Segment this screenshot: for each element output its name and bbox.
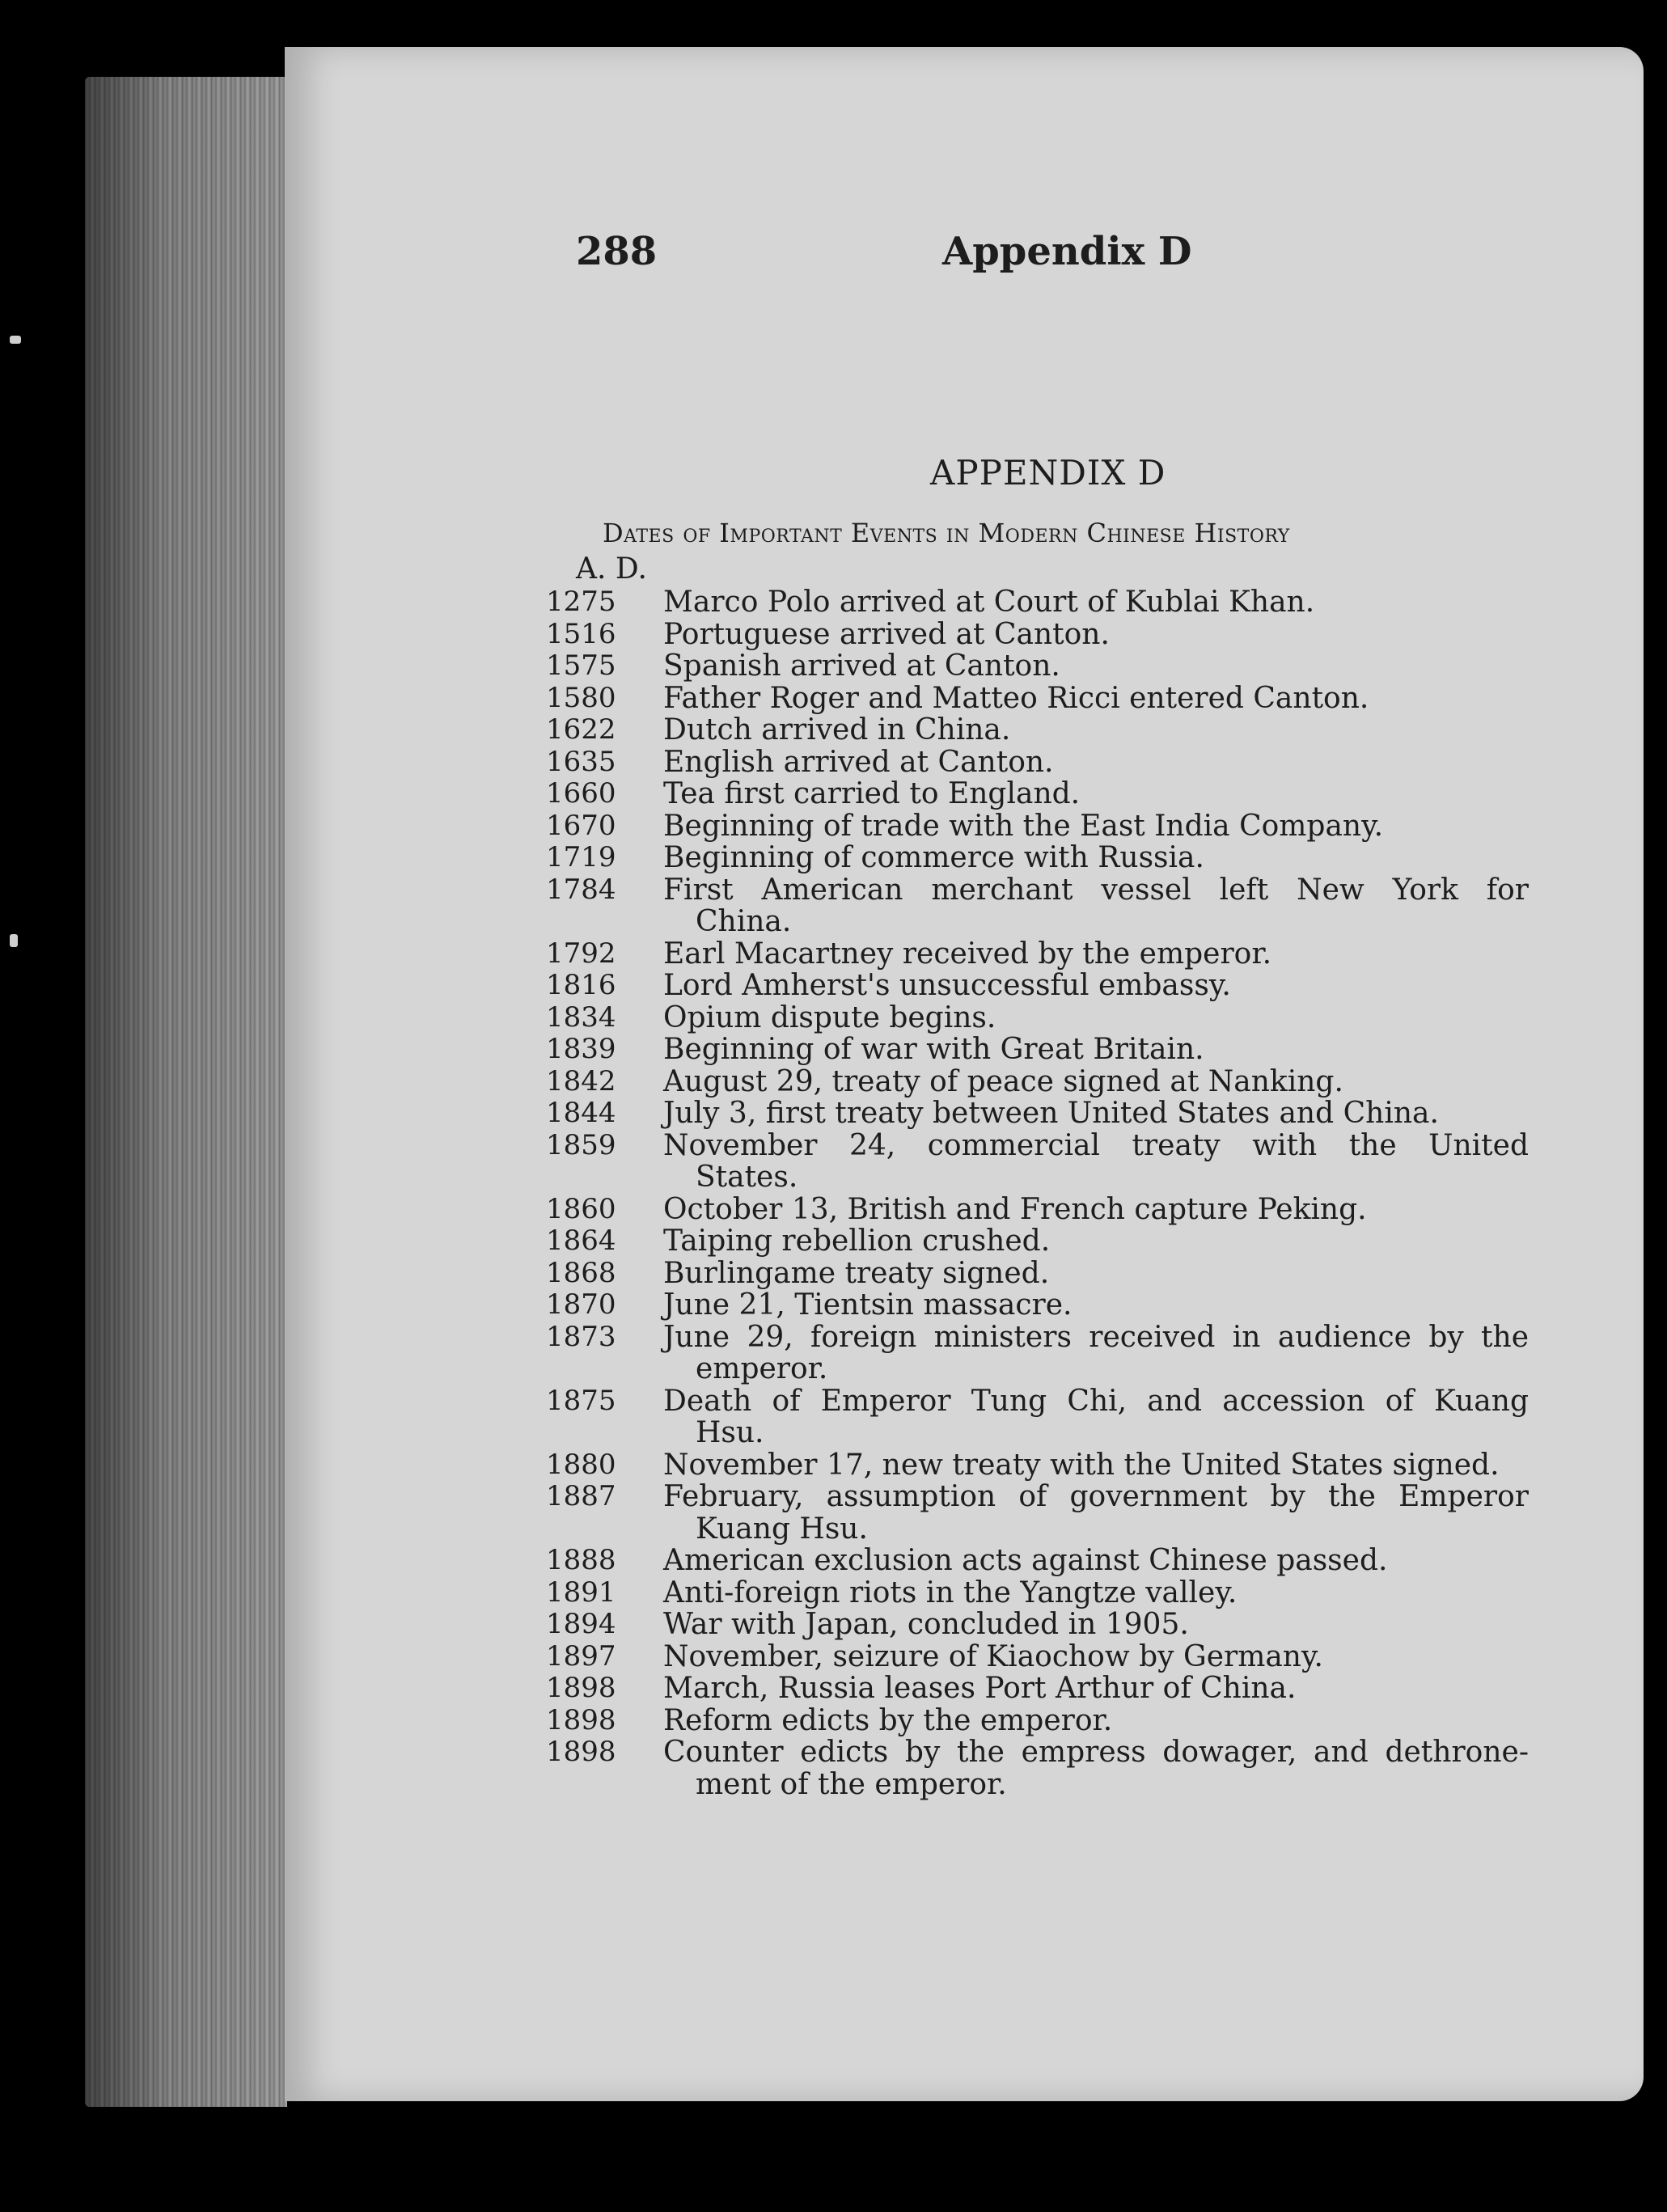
event-description — [663, 1225, 1529, 1258]
event-row — [546, 1002, 1529, 1034]
event-year: 1580 — [546, 681, 616, 714]
event-description — [663, 1130, 1529, 1194]
event-row — [546, 1225, 1529, 1258]
event-text: Beginning of war with Great Britain. — [663, 1033, 1204, 1066]
event-text: Father Roger and Matteo Ricci entered Canton. — [663, 681, 1369, 715]
event-year: 1839 — [546, 1033, 616, 1065]
event-year: 1870 — [546, 1288, 616, 1321]
event-description — [663, 1066, 1529, 1098]
event-text-continuation: Kuang Hsu. — [696, 1512, 868, 1546]
event-year: 1894 — [546, 1608, 616, 1640]
event-year: 1670 — [546, 809, 616, 842]
page-number: 288 — [576, 229, 658, 274]
event-text-continuation: Hsu. — [696, 1416, 764, 1449]
event-text-continuation: emperor. — [696, 1352, 828, 1385]
event-row — [546, 683, 1529, 715]
event-description — [663, 1577, 1529, 1609]
event-text: Counter edicts by the empress dowager, and dethrone- — [663, 1736, 1529, 1769]
event-year: 1875 — [546, 1384, 616, 1417]
event-text: First American merchant vessel left New York for — [663, 873, 1529, 907]
event-year: 1784 — [546, 873, 616, 906]
event-description — [663, 970, 1529, 1002]
event-text: Burlingame treaty signed. — [663, 1256, 1050, 1290]
event-description — [663, 1609, 1529, 1641]
event-list — [546, 586, 1529, 1800]
event-text: English arrived at Canton. — [663, 745, 1054, 779]
event-description — [663, 1289, 1529, 1322]
event-year: 1516 — [546, 617, 616, 650]
event-description — [663, 810, 1529, 843]
event-text: July 3, first treaty between United States and China. — [663, 1097, 1439, 1130]
event-description — [663, 1641, 1529, 1673]
event-row — [546, 970, 1529, 1002]
event-description — [663, 650, 1529, 683]
event-row — [546, 842, 1529, 874]
event-row — [546, 1258, 1529, 1290]
event-text: Opium dispute begins. — [663, 1000, 996, 1034]
event-description — [663, 874, 1529, 938]
event-text: March, Russia leases Port Arthur of China. — [663, 1672, 1297, 1705]
event-row — [546, 1385, 1529, 1449]
event-year: 1816 — [546, 969, 616, 1001]
event-text: June 21, Tientsin massacre. — [663, 1288, 1073, 1322]
event-year: 1859 — [546, 1128, 616, 1161]
event-description — [663, 1385, 1529, 1449]
event-text: October 13, British and French capture Peking. — [663, 1192, 1367, 1226]
event-description — [663, 1034, 1529, 1066]
event-text: Portuguese arrived at Canton. — [663, 617, 1110, 651]
event-year: 1860 — [546, 1192, 616, 1225]
event-description — [663, 1449, 1529, 1482]
event-description — [663, 1002, 1529, 1034]
event-row — [546, 1289, 1529, 1322]
event-description — [663, 938, 1529, 971]
running-head-title: Appendix D — [942, 229, 1192, 274]
event-year: 1864 — [546, 1224, 616, 1257]
event-row — [546, 810, 1529, 843]
event-year: 1275 — [546, 586, 616, 618]
event-year: 1719 — [546, 841, 616, 873]
event-row — [546, 619, 1529, 651]
event-description — [663, 619, 1529, 651]
event-text: Marco Polo arrived at Court of Kublai Khan. — [663, 586, 1315, 619]
event-row — [546, 874, 1529, 938]
event-description — [663, 1705, 1529, 1737]
event-row — [546, 938, 1529, 971]
event-row — [546, 1609, 1529, 1641]
event-year: 1635 — [546, 745, 616, 778]
event-year: 1888 — [546, 1544, 616, 1576]
event-row — [546, 586, 1529, 619]
event-row — [546, 1130, 1529, 1194]
event-row — [546, 650, 1529, 683]
event-description — [663, 714, 1529, 746]
event-text: Reform edicts by the emperor. — [663, 1703, 1113, 1737]
event-description — [663, 683, 1529, 715]
event-description — [663, 842, 1529, 874]
event-year: 1887 — [546, 1480, 616, 1512]
event-description — [663, 586, 1529, 619]
event-year: 1660 — [546, 777, 616, 810]
event-text: August 29, treaty of peace signed at Nanking. — [663, 1064, 1343, 1098]
event-year: 1880 — [546, 1448, 616, 1481]
appendix-title: APPENDIX D — [930, 453, 1166, 493]
event-text: American exclusion acts against Chinese passed. — [663, 1544, 1388, 1577]
event-text: War with Japan, concluded in 1905. — [663, 1608, 1189, 1641]
page-edges-shadow — [85, 77, 287, 2107]
event-text: Lord Amherst's unsuccessful embassy. — [663, 969, 1231, 1002]
event-year: 1834 — [546, 1000, 616, 1034]
event-year: 1792 — [546, 937, 616, 970]
event-text: Death of Emperor Tung Chi, and accession of Kuang — [663, 1384, 1529, 1418]
event-description — [663, 1098, 1529, 1130]
event-year: 1891 — [546, 1575, 616, 1609]
running-head — [0, 229, 1667, 294]
event-text: Beginning of trade with the East India Company. — [663, 809, 1384, 843]
event-year: 1897 — [546, 1639, 616, 1673]
event-description — [663, 778, 1529, 810]
event-year: 1622 — [546, 713, 616, 746]
event-text-continuation: ment of the emperor. — [696, 1767, 1007, 1801]
event-text: Dutch arrived in China. — [663, 713, 1011, 746]
event-row — [546, 1577, 1529, 1609]
event-row — [546, 1673, 1529, 1705]
event-row — [546, 1545, 1529, 1577]
event-description — [663, 1194, 1529, 1226]
appendix-subtitle: Dates of Important Events in Modern Chinese History — [603, 518, 1290, 548]
event-text: November, seizure of Kiaochow by Germany. — [663, 1639, 1323, 1673]
event-description — [663, 1322, 1529, 1385]
event-row — [546, 1641, 1529, 1673]
event-text: February, assumption of government by the Emperor — [663, 1480, 1529, 1513]
event-text-continuation: China. — [696, 905, 792, 938]
event-row — [546, 1034, 1529, 1066]
event-row — [546, 1194, 1529, 1226]
event-description — [663, 1545, 1529, 1577]
event-description — [663, 1673, 1529, 1705]
event-year: 1898 — [546, 1736, 616, 1768]
event-text: Beginning of commerce with Russia. — [663, 841, 1204, 874]
event-year: 1873 — [546, 1320, 616, 1353]
event-text: Earl Macartney received by the emperor. — [663, 937, 1272, 971]
event-text: Taiping rebellion crushed. — [663, 1224, 1051, 1258]
event-row — [546, 714, 1529, 746]
event-text: Spanish arrived at Canton. — [663, 649, 1060, 683]
event-description — [663, 1258, 1529, 1290]
event-description — [663, 1736, 1529, 1800]
event-row — [546, 1449, 1529, 1482]
event-text: November 24, commercial treaty with the United — [663, 1128, 1529, 1162]
era-label: A. D. — [576, 552, 647, 586]
event-row — [546, 1322, 1529, 1385]
event-text: Anti-foreign riots in the Yangtze valley. — [663, 1575, 1238, 1609]
event-text: Tea first carried to England. — [663, 777, 1081, 810]
event-description — [663, 746, 1529, 779]
event-year: 1842 — [546, 1064, 616, 1098]
event-year: 1844 — [546, 1097, 616, 1129]
event-text-continuation: States. — [696, 1161, 798, 1194]
event-year: 1898 — [546, 1703, 616, 1736]
event-row — [546, 746, 1529, 779]
event-row — [546, 778, 1529, 810]
event-text: November 17, new treaty with the United States signed. — [663, 1448, 1500, 1482]
event-row — [546, 1098, 1529, 1130]
event-row — [546, 1481, 1529, 1545]
background-speck — [10, 934, 18, 947]
event-row — [546, 1705, 1529, 1737]
event-year: 1898 — [546, 1672, 616, 1704]
event-description — [663, 1481, 1529, 1545]
event-row — [546, 1736, 1529, 1800]
background-speck — [10, 336, 21, 344]
event-year: 1868 — [546, 1256, 616, 1289]
event-text: June 29, foreign ministers received in audience by the — [663, 1320, 1529, 1354]
event-row — [546, 1066, 1529, 1098]
event-year: 1575 — [546, 649, 616, 682]
